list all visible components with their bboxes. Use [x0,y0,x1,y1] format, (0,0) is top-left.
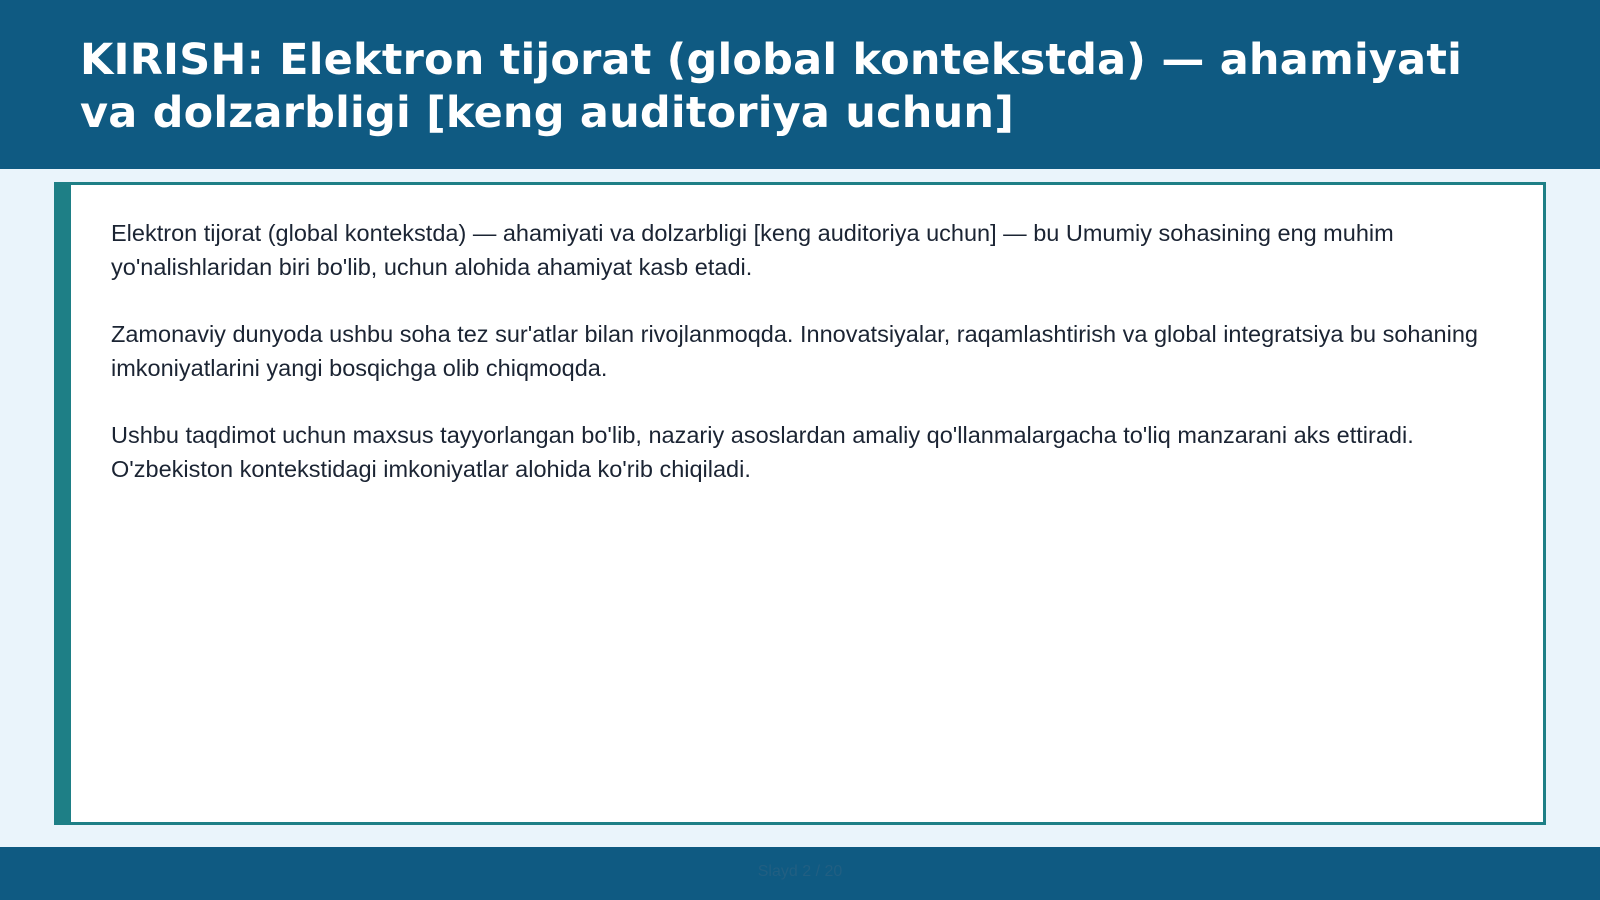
paragraph-3: Ushbu taqdimot uchun maxsus tayyorlangan bo'lib, nazariy asoslardan amaliy qo'llanmalargacha to'liq manzarani aks ettiradi. O'zbekiston kontekstidagi imkoniyatlar alohida ko'rib chiqiladi. [111,422,1414,482]
slide-title: KIRISH: Elektron tijorat (global kontekstda) — ahamiyati va dolzarbligi [keng auditoriya uchun] [80,35,1463,138]
paragraph-1: Elektron tijorat (global kontekstda) — ahamiyati va dolzarbligi [keng auditoriya uchun] — bu Umumiy sohasining eng muhim yo'nalishlaridan biri bo'lib, uchun alohida ahamiyat kasb etadi. [111,220,1394,280]
slide-header [0,0,1600,169]
paragraph-2: Zamonaviy dunyoda ushbu soha tez sur'atlar bilan rivojlanmoqda. Innovatsiyalar, raqamlashtirish va global integratsiya bu sohaning imkoniyatlarini yangi bosqichga olib chiqmoqda. [111,321,1478,381]
slide-number: Slayd 2 / 20 [757,863,843,880]
slide-footer [0,847,1600,900]
content-card [54,182,1546,825]
